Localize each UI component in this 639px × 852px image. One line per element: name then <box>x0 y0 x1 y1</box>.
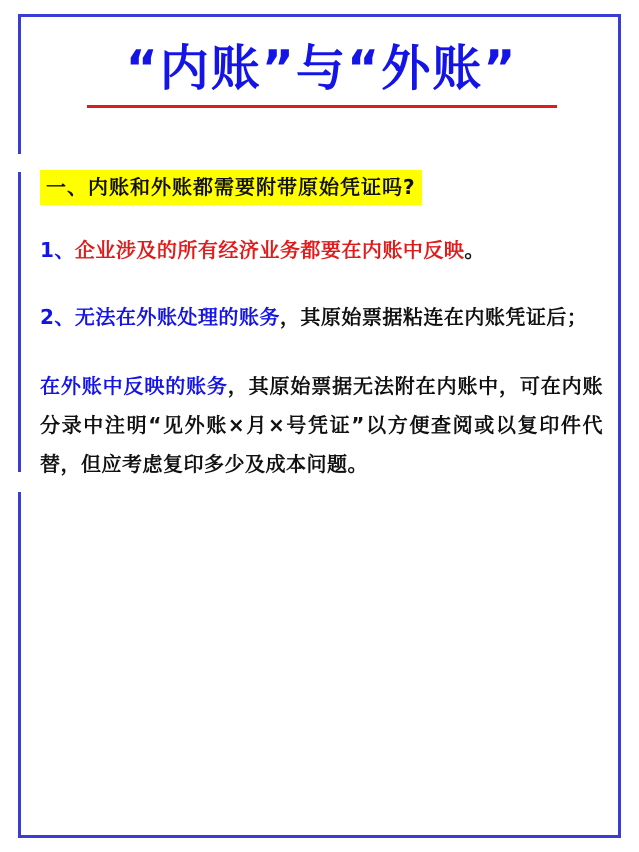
page-border-top <box>18 14 621 17</box>
paragraph-tail: ，其原始票据无法附在内账中，可在内账分录中注明“见外账×月×号凭证”以方便查阅或以复印件代替，但应考虑复印多少及成本问题。 <box>40 374 604 477</box>
page-title: “内账”与“外账” <box>125 40 518 97</box>
list-item-tail: 。 <box>464 238 485 263</box>
body-paragraph <box>40 367 603 484</box>
list-item-highlight: 无法在外账处理的账务 <box>74 305 280 330</box>
list-item <box>40 298 603 337</box>
title-underline <box>87 105 557 108</box>
page-border-left-segment-1 <box>18 14 21 154</box>
paragraph-highlight: 在外账中反映的账务 <box>40 374 228 399</box>
list-item-highlight: 企业涉及的所有经济业务都要在内账中反映 <box>74 238 465 263</box>
page-border-left-segment-2 <box>18 172 21 472</box>
document-content <box>40 30 603 484</box>
list-item <box>40 231 603 270</box>
list-item-marker: 1、 <box>40 238 75 263</box>
page-border-left-segment-3 <box>18 492 21 838</box>
list-item-tail: ，其原始票据粘连在内账凭证后； <box>279 305 588 330</box>
page-border-right <box>618 14 621 838</box>
list-item-marker: 2、 <box>40 305 75 330</box>
section-heading: 一、内账和外账都需要附带原始凭证吗? <box>40 170 422 205</box>
page-border-bottom <box>18 835 621 838</box>
